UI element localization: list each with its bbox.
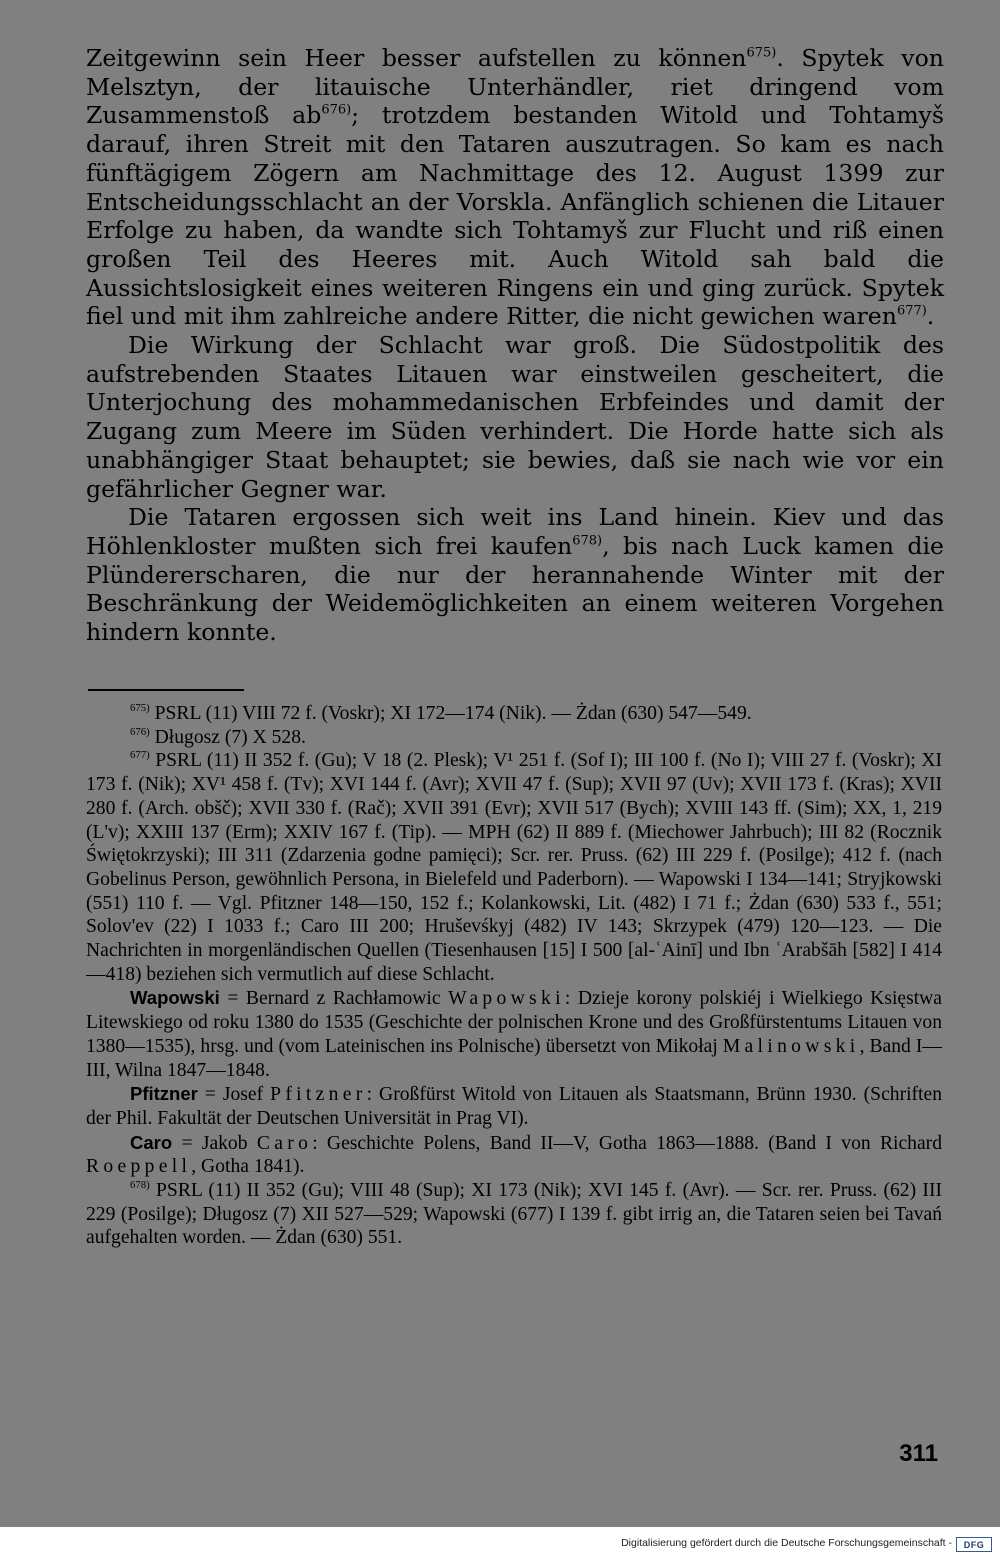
text-run: = Bernard z Rachłamowic — [219, 988, 449, 1010]
reference-key: Pfitzner — [130, 1083, 198, 1105]
dfg-logo-icon[interactable] — [956, 1537, 992, 1552]
paragraph-2: Die Wirkung der Schlacht war groß. Die Südostpolitik des aufstrebenden Staates Litauen war einstweilen gescheitert, die Unterjochung des mohammedanischen Erbfeindes und damit der Zugang zum Meere im Süden verhindert. Die Horde hatte sich als unabhängiger Staat behauptet; sie bewies, daß sie nach wie vor ein gefährlicher Gegner war. — [86, 331, 944, 503]
footnotes — [86, 702, 942, 1250]
footnote-number: 678) — [130, 1178, 150, 1191]
text-run: , Band I—III, Wilna 1847—1848. — [86, 1035, 942, 1081]
footnote-number: 675) — [130, 701, 150, 714]
footnote-text: PSRL (11) VIII 72 f. (Voskr); XI 172—174 (Nik). — Żdan (630) 547—549. — [149, 703, 752, 724]
footnote-number: 677) — [130, 749, 150, 762]
paragraph-3 — [86, 503, 944, 647]
paragraph-1 — [86, 44, 944, 331]
footnote-ref-677[interactable]: 677) — [896, 303, 927, 319]
footnote-text: PSRL (11) II 352 (Gu); VIII 48 (Sup); XI 173 (Nik); XVI 145 f. (Avr). — Scr. rer. Pruss. (62) III 229 (Posilge); Długosz (7) XII 527—529; Wapowski (677) I 139 f. gibt irrig an, die Tataren seien bei Tavań aufgehalten worden. — Żdan (630) 551. — [86, 1180, 942, 1249]
text-run: . — [926, 302, 935, 331]
text-run: : Dzieje korony polskiéj i Wielkiego Księstwa Litewskiego od roku 1380 do 1535 (Geschichte der polnischen Krone und des Großfürstentums Litauen von 1380—1535), hrsg. und (vom Lateinischen ins Polnische) übersetzt von Mikołaj — [86, 988, 942, 1057]
text-run: = Jakob — [172, 1132, 257, 1154]
footnote-676 — [86, 726, 942, 750]
footnote-ref-675[interactable]: 675) — [746, 45, 777, 61]
footnote-text: Długosz (7) X 528. — [149, 726, 306, 748]
footnote-678 — [86, 1179, 942, 1250]
text-run: . Spytek von Melsztyn, der litauische Unterhändler, riet dringend vom Zusammenstoß ab — [86, 44, 944, 130]
reference-key: Caro — [130, 1131, 173, 1153]
footnote-text: PSRL (11) II 352 f. (Gu); V 18 (2. Plesk); V¹ 251 f. (Sof I); III 100 f. (No I); VIII 27 f. (Voskr); XI 173 f. (Nik); XV¹ 458 f. (Tv); XVI 144 f. (Avr); XVII 47 f. (Sup); XVII 97 (Uv); XVII 173 f. (Kras); XVII 280 f. (Arch. obšč); XVII 330 f. (Rač); XVII 391 (Evr); XVII 517 (Bych); XVIII 143 ff. (Sim); XX, 1, 219 (L'v); XXIII 137 (Erm); XXIV 167 f. (Tip). — MPH (62) II 889 f. (Miechower Jahrbuch); III 82 (Rocznik Świętokrzyski); III 311 (Zdarzenia godne pamięci); Scr. rer. Pruss. (62) III 229 f. (Posilge); 412 f. (nach Gobelinus Person, gewöhnlich Persona, in Bielefeld und Paderborn). — Wapowski I 134—141; Stryjkowski (551) 110 f. — Vgl. Pfitzner 148—150, 152 f.; Kolankowski, Lit. (482) I 71 f.; Żdan (630) 533 f., 551; Solov'ev (22) I 1033 f.; Caro III 200; Hruševśkyj (482) IV 143; Skrzypek (479) 120—123. — Die Nachrichten in morgenländischen Quellen (Tiesenhausen [15] I 500 [al-ʿAinī] und Ibn ʿArabšāh [582] I 414—418) beziehen sich vermutlich auf diese Schlacht. — [86, 750, 942, 985]
reference-caro — [86, 1131, 942, 1179]
text-run: , bis nach Luck kamen die Plündererscharen, die nur der herannahende Winter mit der Beschränkung der Weidemöglichkeiten an einem weiteren Vorgehen hindern konnte. — [86, 531, 944, 647]
text-run: , Gotha 1841). — [191, 1156, 305, 1178]
text-run: : Geschichte Polens, Band II—V, Gotha 1863—1888. (Band I von Richard — [312, 1132, 942, 1154]
footnote-separator — [88, 689, 244, 691]
funding-notice: Digitalisierung gefördert durch die Deutsche Forschungsgemeinschaft - — [621, 1537, 952, 1549]
footnote-ref-676[interactable]: 676) — [321, 102, 352, 118]
logo-text: DFG — [963, 1539, 985, 1550]
footnote-677 — [86, 749, 942, 986]
footer-bar — [0, 1527, 1000, 1557]
page-number: 311 — [899, 1440, 938, 1467]
reference-key: Wapowski — [130, 987, 220, 1009]
text-run: ; trotzdem bestanden Witold und Tohtamyš darauf, ihren Streit mit den Tataren auszutragen. So kam es nach fünftägigem Zögern am Nachmittage des 12. August 1399 zur Entscheidungsschlacht an der Vorskla. Anfänglich schienen die Litauer Erfolge zu haben, da wandte sich Tohtamyš zur Flucht und riß einen großen Teil des Heeres mit. Auch Witold sah bald die Aussichtslosigkeit eines weiteren Ringens ein und ging zurück. Spytek fiel und mit ihm zahlreiche andere Ritter, die nicht gewichen waren — [86, 101, 944, 331]
author-name: Caro — [256, 1132, 313, 1154]
text-run: : Großfürst Witold von Litauen als Staatsmann, Brünn 1930. (Schriften der Phil. Fakultät der Deutschen Universität in Prag VI). — [86, 1084, 942, 1129]
text-run: Zeitgewinn sein Heer besser aufstellen zu können — [86, 44, 747, 72]
footnote-number: 676) — [130, 725, 150, 738]
footnote-675 — [86, 702, 942, 726]
footnote-ref-678[interactable]: 678) — [572, 533, 603, 549]
author-name: Wapowski — [448, 988, 565, 1010]
translator-name: Malinowski — [722, 1035, 860, 1057]
reference-pfitzner — [86, 1082, 942, 1130]
main-text — [86, 44, 944, 647]
reference-wapowski — [86, 986, 942, 1082]
text-run: = Josef — [197, 1084, 271, 1106]
text-run: Die Tataren ergossen sich weit ins Land hinein. Kiev und das Höhlenkloster mußten sich frei kaufen — [86, 503, 944, 560]
author-name: Roeppell — [86, 1156, 192, 1178]
author-name: Pfitzner — [270, 1084, 367, 1106]
